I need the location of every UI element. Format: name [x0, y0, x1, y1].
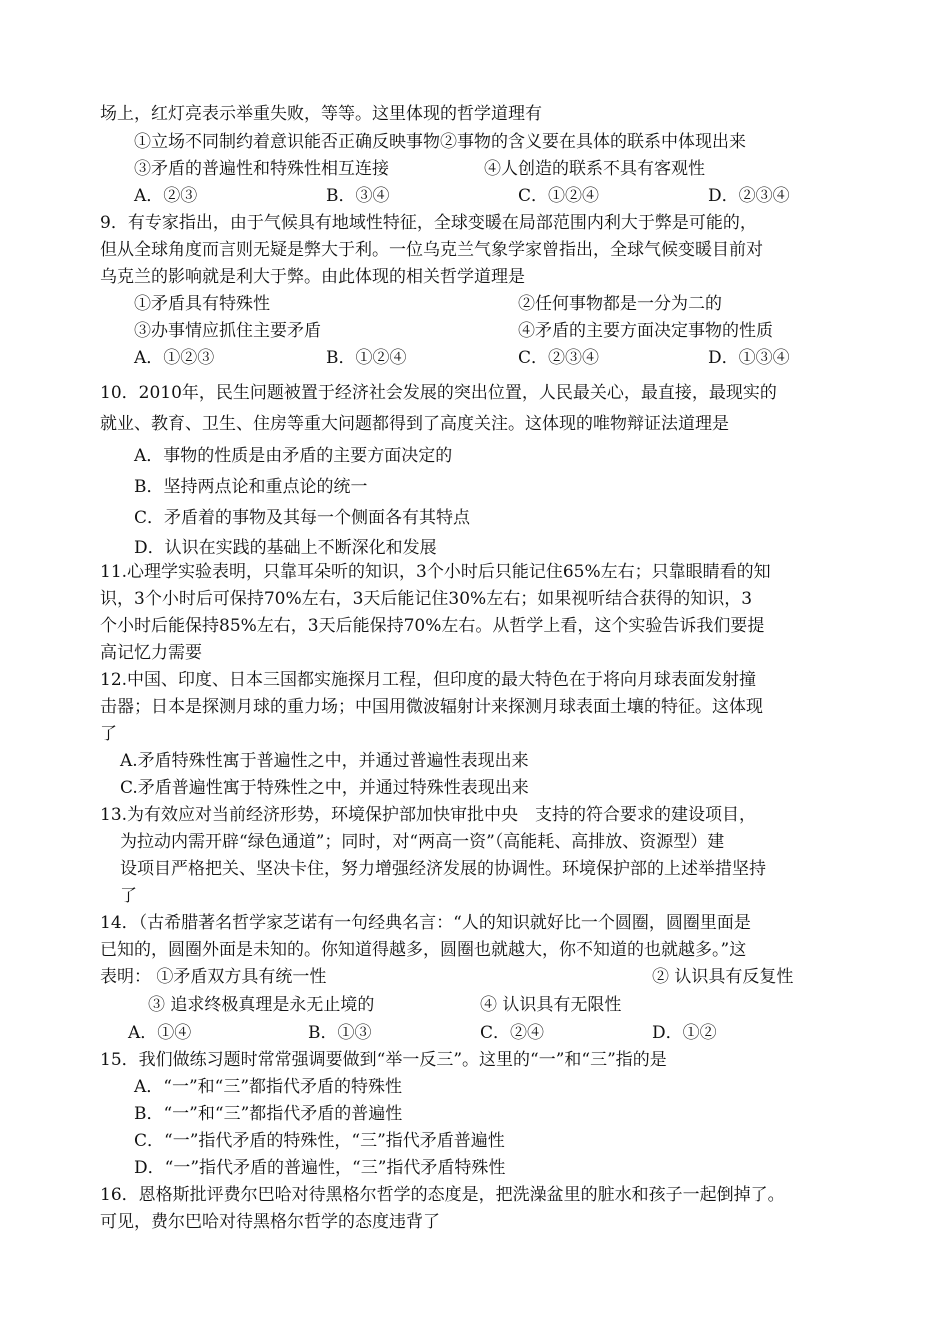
q9-option-d: D．①③④	[708, 348, 790, 368]
q8-items-1-2: ①立场不同制约着意识能否正确反映事物②事物的含义要在具体的联系中体现出来	[134, 132, 746, 152]
q12-option-a: A.矛盾特殊性寓于普遍性之中，并通过普遍性表现出来	[120, 751, 529, 771]
q16-stem-line-1: 16．恩格斯批评费尔巴哈对待黑格尔哲学的态度是，把洗澡盆里的脏水和孩子一起倒掉了。	[100, 1185, 785, 1205]
q9-option-a: A．①②③	[134, 348, 215, 368]
q15-option-d: D．“一”指代矛盾的普遍性，“三”指代矛盾特殊性	[134, 1158, 506, 1178]
q9-item-2: ②任何事物都是一分为二的	[518, 294, 722, 314]
q13-stem-line-2: 为拉动内需开辟“绿色通道”；同时，对“两高一资”（高能耗、高排放、资源型）建	[120, 832, 725, 852]
q14-item-4: ④ 认识具有无限性	[480, 995, 622, 1015]
q11-stem-line-3: 个小时后能保持85%左右，3天后能保持70%左右。从哲学上看，这个实验告诉我们要提	[100, 616, 765, 636]
q13-stem-line-3: 设项目严格把关、坚决卡住，努力增强经济发展的协调性。环境保护部的上述举措坚持	[120, 859, 766, 879]
q14-item-1: 表明： ①矛盾双方具有统一性	[100, 967, 327, 987]
q9-item-1: ①矛盾具有特殊性	[134, 294, 270, 314]
q8-option-d: D．②③④	[708, 186, 790, 206]
q14-stem-line-2: 已知的，圆圈外面是未知的。你知道得越多，圆圈也就越大，你不知道的也就越多。”这	[100, 940, 747, 960]
q15-option-c: C．“一”指代矛盾的特殊性，“三”指代矛盾普遍性	[134, 1131, 505, 1151]
q9-stem-line-1: 9．有专家指出，由于气候具有地域性特征，全球变暖在局部范围内利大于弊是可能的，	[100, 213, 757, 233]
q14-item-3: ③ 追求终极真理是永无止境的	[148, 995, 375, 1015]
q9-stem-line-2: 但从全球角度而言则无疑是弊大于利。一位乌克兰气象学家曾指出，全球气候变暖目前对	[100, 240, 763, 260]
q9-option-b: B．①②④	[326, 348, 407, 368]
q12-stem-line-3: 了	[100, 724, 117, 744]
q12-option-c: C.矛盾普遍性寓于特殊性之中，并通过特殊性表现出来	[120, 778, 529, 798]
q11-stem-line-4: 高记忆力需要	[100, 643, 202, 663]
q12-stem-line-2: 击器；日本是探测月球的重力场；中国用微波辐射计来探测月球表面土壤的特征。这体现	[100, 697, 763, 717]
q8-item-4: ④人创造的联系不具有客观性	[484, 159, 705, 179]
q14-option-c: C．②④	[480, 1023, 545, 1043]
q15-stem: 15．我们做练习题时常常强调要做到“举一反三”。这里的“一”和“三”指的是	[100, 1050, 667, 1070]
q10-option-b: B．坚持两点论和重点论的统一	[134, 477, 368, 497]
q9-item-3: ③办事情应抓住主要矛盾	[134, 321, 321, 341]
q10-stem-line-1: 10．2010年，民生问题被置于经济社会发展的突出位置，人民最关心，最直接，最现实的	[100, 383, 777, 403]
q14-stem-line-1: 14．（古希腊著名哲学家芝诺有一句经典名言：“人的知识就好比一个圆圈，圆圈里面是	[100, 913, 751, 933]
q13-stem-line-1: 13.为有效应对当前经济形势，环境保护部加快审批中央 支持的符合要求的建设项目，	[100, 805, 757, 825]
q8-option-c: C．①②④	[518, 186, 600, 206]
q14-item-2: ② 认识具有反复性	[652, 967, 794, 987]
q8-option-b: B．③④	[326, 186, 390, 206]
q13-stem-line-4: 了	[120, 886, 137, 906]
q15-option-a: A．“一”和“三”都指代矛盾的特殊性	[134, 1077, 403, 1097]
q10-option-c: C．矛盾着的事物及其每一个侧面各有其特点	[134, 508, 471, 528]
q8-option-a: A．②③	[134, 186, 198, 206]
q9-stem-line-3: 乌克兰的影响就是利大于弊。由此体现的相关哲学道理是	[100, 267, 525, 287]
q10-option-d: D．认识在实践的基础上不断深化和发展	[134, 538, 437, 558]
q16-stem-line-2: 可见，费尔巴哈对待黑格尔哲学的态度违背了	[100, 1212, 440, 1232]
q10-option-a: A．事物的性质是由矛盾的主要方面决定的	[134, 446, 453, 466]
q14-option-b: B．①③	[308, 1023, 372, 1043]
q12-stem-line-1: 12.中国、印度、日本三国都实施探月工程，但印度的最大特色在于将向月球表面发射撞	[100, 670, 757, 690]
q9-item-4: ④矛盾的主要方面决定事物的性质	[518, 321, 773, 341]
q14-option-a: A．①④	[128, 1023, 192, 1043]
q11-stem-line-1: 11.心理学实验表明，只靠耳朵听的知识，3个小时后只能记住65%左右；只靠眼睛看的知	[100, 562, 771, 582]
q8-item-3: ③矛盾的普遍性和特殊性相互连接	[134, 159, 389, 179]
q11-stem-line-2: 识，3个小时后可保持70%左右，3天后能记住30%左右；如果视听结合获得的知识，3	[100, 589, 753, 609]
q15-option-b: B．“一”和“三”都指代矛盾的普遍性	[134, 1104, 403, 1124]
q14-option-d: D．①②	[652, 1023, 717, 1043]
q9-option-c: C．②③④	[518, 348, 600, 368]
q8-stem-tail: 场上，红灯亮表示举重失败，等等。这里体现的哲学道理有	[100, 104, 542, 124]
q10-stem-line-2: 就业、教育、卫生、住房等重大问题都得到了高度关注。这体现的唯物辩证法道理是	[100, 414, 729, 434]
